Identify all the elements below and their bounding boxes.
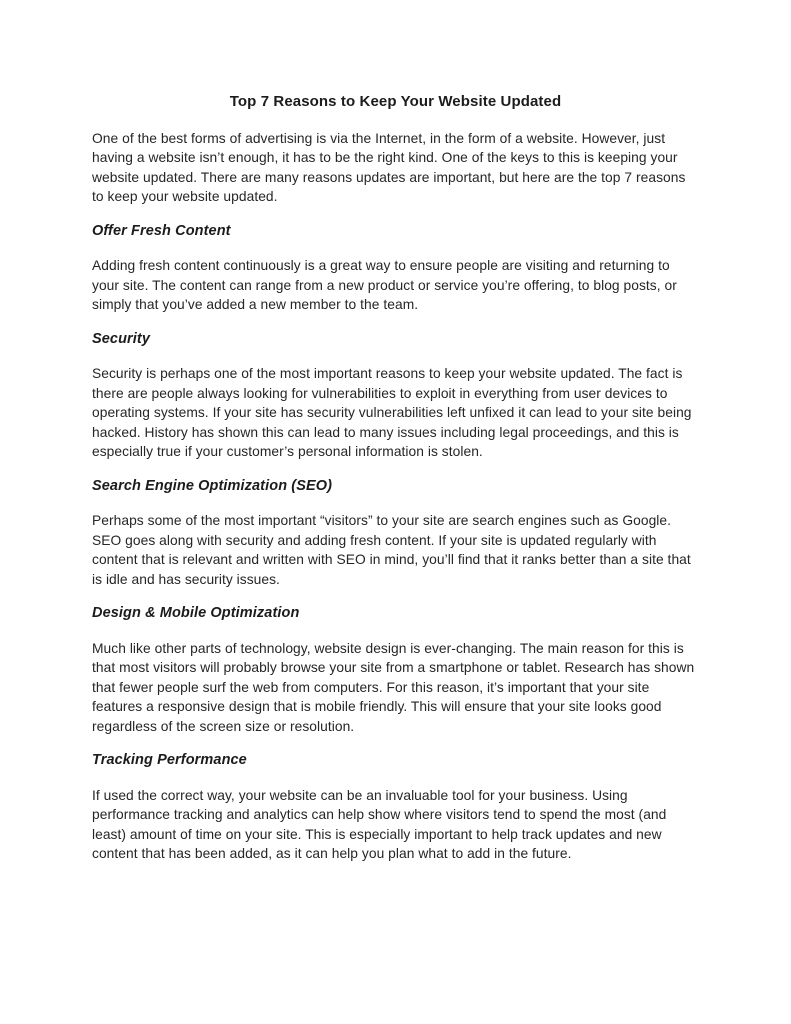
section-heading-design-mobile-optimization: Design & Mobile Optimization: [92, 605, 300, 621]
section-heading-seo: Search Engine Optimization (SEO): [92, 477, 333, 494]
section-body-tracking-performance: If used the correct way, your website can be an invaluable tool for your business. Using performance tracking and analytics can help show where visitors tend to spend the most (and least) amount of time on your site. This is especially important to help track updates and new content that has been added, as it can help you plan what to add in the future.: [92, 787, 667, 861]
section-heading-offer-fresh-content: Offer Fresh Content: [92, 222, 231, 239]
intro-paragraph: One of the best forms of advertising is via the Internet, in the form of a website. However, just having a website isn’t enough, it has to be the right kind. One of the keys to this is keeping your website updated. There are many reasons updates are important, but here are the top 7 reasons to keep your website updated.: [92, 130, 686, 204]
section-security: [92, 330, 699, 462]
section-body-seo: Perhaps some of the most important “visitors” to your site are search engines such as Google. SEO goes along with security and adding fresh content. If your site is updated regularly with content that is relevant and written with SEO in mind, you’ll find that it ranks better than a site that is idle and has security issues.: [92, 513, 691, 587]
section-body-offer-fresh-content: Adding fresh content continuously is a great way to ensure people are visiting and returning to your site. The content can range from a new product or service you’re offering, to blog posts, or simply that you’ve added a new member to the team.: [92, 258, 677, 312]
section-body-security: Security is perhaps one of the most important reasons to keep your website updated. The fact is there are people always looking for vulnerabilities to exploit in everything from user devices to operating systems. If your site has security vulnerabilities left unfixed it can lead to your site being hacked. History has shown this can lead to many issues including legal proceedings, and this is especially true if your customer’s personal information is stolen.: [92, 366, 692, 459]
section-seo: [92, 477, 699, 590]
section-body-design-mobile-optimization: Much like other parts of technology, website design is ever-changing. The main reason for this is that most visitors will probably browse your site from a smartphone or tablet. Research has shown that fewer people surf the web from computers. For this reason, it’s important that your site features a responsive design that is mobile friendly. This will ensure that your site looks good regardless of the screen size or resolution.: [92, 640, 695, 734]
document-title: Top 7 Reasons to Keep Your Website Updated: [229, 93, 562, 110]
section-tracking-performance: [92, 751, 699, 864]
section-heading-security: Security: [92, 330, 151, 347]
section-offer-fresh-content: [92, 222, 699, 315]
section-design-mobile-optimization: [92, 604, 699, 736]
section-heading-tracking-performance: Tracking Performance: [92, 752, 247, 768]
